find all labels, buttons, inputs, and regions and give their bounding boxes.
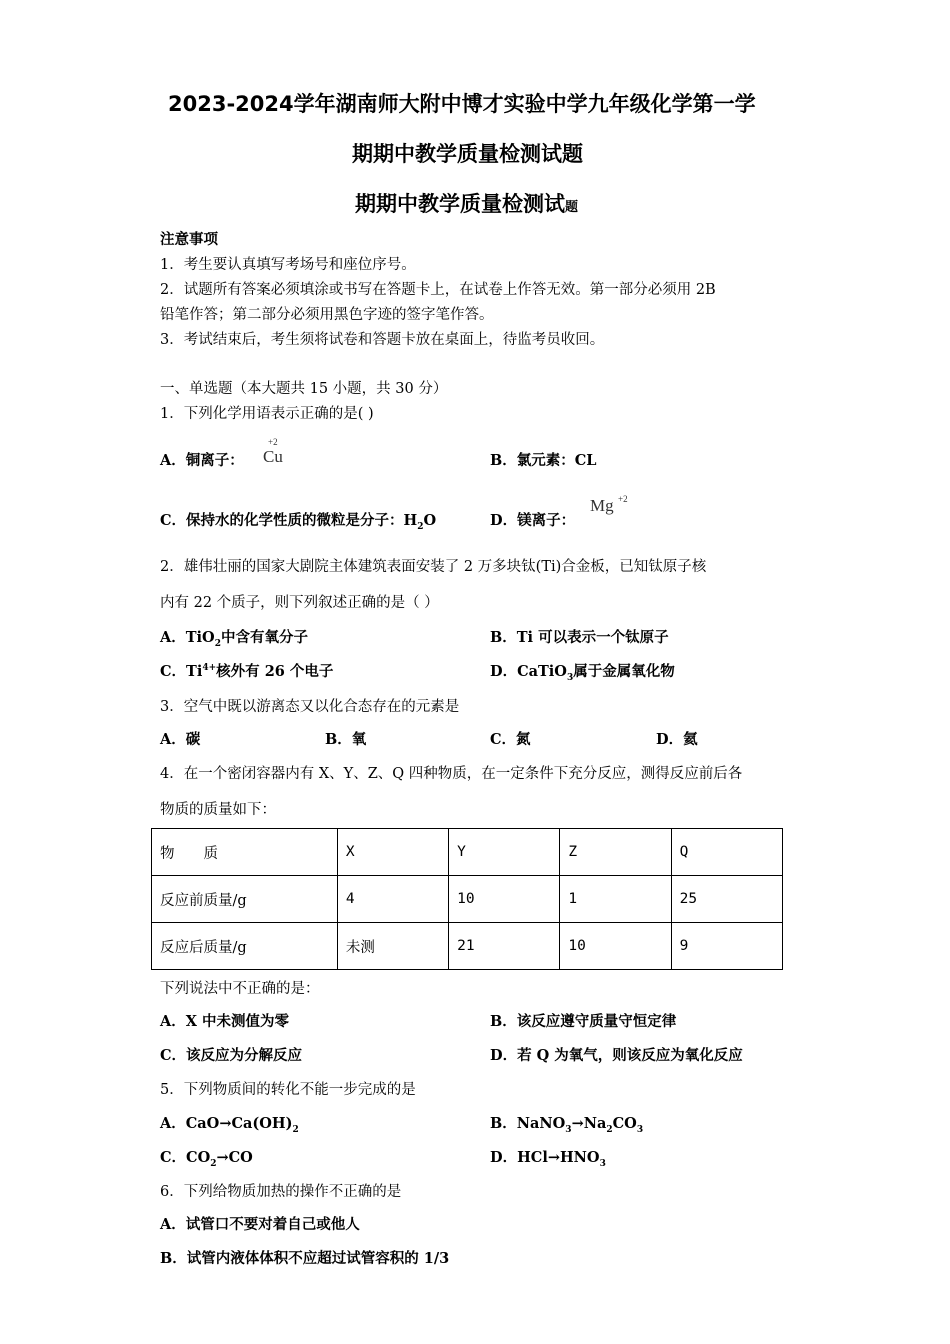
q1-option-a-formula: Cu	[263, 447, 283, 466]
table-row	[152, 923, 783, 970]
table-cell: 物 质	[152, 829, 338, 876]
q1-option-c-text: C．保持水的化学性质的微粒是分子：H	[160, 512, 418, 529]
table-cell: 10	[449, 876, 560, 923]
table-header-row	[152, 829, 783, 876]
q2-option-a-sub: 2	[214, 638, 221, 649]
notice-item-2b: 铅笔作答；第二部分必须用黑色字迹的签字笔作答。	[160, 307, 494, 323]
title-line-3	[355, 188, 578, 218]
q2-stem-2: 内有 22 个质子，则下列叙述正确的是（ ）	[160, 595, 439, 611]
q1-option-b: B．氯元素：CL	[490, 452, 597, 469]
table-cell: 4	[337, 876, 448, 923]
q1-option-d-label: D．镁离子：	[490, 512, 576, 529]
title-line-2: 期期中教学质量检测试题	[352, 142, 583, 166]
q4-stem-2: 物质的质量如下：	[160, 802, 276, 818]
q1-option-c	[160, 509, 436, 532]
q2-option-a	[160, 626, 308, 649]
table-row	[152, 876, 783, 923]
q5-option-b-mid: →Na	[571, 1115, 607, 1132]
q1-option-d-formula: Mg	[590, 496, 614, 515]
q4-option-c: C．该反应为分解反应	[160, 1047, 303, 1064]
q2-option-d-pre: D．CaTiO	[490, 663, 567, 680]
q5-option-b-sub2: 2	[606, 1124, 613, 1135]
q2-option-a-pre: A．TiO	[160, 629, 215, 646]
q5-option-b-sub1: 3	[565, 1124, 572, 1135]
q2-option-b: B．Ti 可以表示一个钛原子	[490, 629, 669, 646]
q1-option-c-end: O	[423, 512, 437, 529]
q1-option-a-label: A．铜离子：	[160, 452, 244, 469]
table-cell: Y	[449, 829, 560, 876]
q6-stem: 6．下列给物质加热的操作不正确的是	[160, 1184, 402, 1200]
table-cell: 1	[560, 876, 671, 923]
q2-option-d-post: 属于金属氧化物	[573, 663, 675, 680]
q3-option-b: B．氧	[325, 731, 367, 748]
q2-option-c	[160, 660, 333, 681]
q5-option-d	[490, 1146, 606, 1169]
q5-option-b-pre: B．NaNO	[490, 1115, 566, 1132]
table-cell: X	[337, 829, 448, 876]
q5-stem: 5．下列物质间的转化不能一步完成的是	[160, 1082, 416, 1098]
q3-option-d: D．氦	[656, 731, 698, 748]
q5-option-c-post: →CO	[216, 1149, 253, 1166]
q2-option-c-post: 核外有 26 个电子	[216, 663, 334, 680]
q5-option-c-sub: 2	[210, 1158, 217, 1169]
table-cell: 25	[671, 876, 782, 923]
q4-follow: 下列说法中不正确的是：	[160, 981, 320, 997]
q3-option-a: A．碳	[160, 731, 201, 748]
table-cell: 10	[560, 923, 671, 970]
q1-option-c-sub: 2	[417, 521, 424, 532]
q5-option-a	[160, 1112, 299, 1135]
q1-option-d-charge: +2	[618, 494, 628, 504]
q3-stem: 3．空气中既以游离态又以化合态存在的元素是	[160, 699, 460, 715]
q4-stem-1: 4．在一个密闭容器内有 X、Y、Z、Q 四种物质，在一定条件下充分反应，测得反应前后各	[160, 766, 743, 782]
q2-option-d	[490, 660, 675, 683]
q5-option-b-mid2: CO	[612, 1115, 637, 1132]
table-cell: Z	[560, 829, 671, 876]
q1-stem: 1．下列化学用语表示正确的是( )	[160, 406, 374, 422]
section-1-heading: 一、单选题（本大题共 15 小题，共 30 分）	[160, 381, 448, 397]
q5-option-d-sub: 3	[599, 1158, 606, 1169]
q5-option-c-pre: C．CO	[160, 1149, 211, 1166]
q6-option-a: A．试管口不要对着自己或他人	[160, 1216, 360, 1233]
q5-option-a-pre: A．CaO→Ca(OH)	[160, 1115, 293, 1132]
q2-stem-1: 2．雄伟壮丽的国家大剧院主体建筑表面安装了 2 万多块钛(Ti)合金板，已知钛原子核	[160, 559, 707, 575]
table-cell: 未测	[337, 923, 448, 970]
table-cell: 9	[671, 923, 782, 970]
q6-option-b: B．试管内液体体积不应超过试管容积的 1/3	[160, 1250, 450, 1267]
title-line-1: 2023-2024学年湖南师大附中博才实验中学九年级化学第一学	[168, 92, 756, 116]
q3-option-c: C．氮	[490, 731, 531, 748]
q4-mass-table	[151, 828, 783, 970]
q4-option-b: B．该反应遵守质量守恒定律	[490, 1013, 677, 1030]
table-cell: 反应后质量/g	[152, 923, 338, 970]
title-line-3-small: 题	[565, 200, 579, 215]
q1-option-a-charge: +2	[268, 437, 278, 447]
q4-option-a: A．X 中未测值为零	[160, 1013, 290, 1030]
q2-option-d-sub: 3	[566, 672, 574, 683]
q5-option-c	[160, 1146, 253, 1169]
q2-option-c-pre: C．Ti	[160, 663, 203, 680]
q2-option-a-post: 中含有氧分子	[220, 629, 308, 646]
q2-option-c-sup: 4+	[202, 663, 217, 674]
notice-item-1: 1．考生要认真填写考场号和座位序号。	[160, 257, 416, 273]
table-cell: 21	[449, 923, 560, 970]
title-line-3-main: 期期中教学质量检测试	[355, 192, 565, 216]
notice-item-2a: 2．试题所有答案必须填涂或书写在答题卡上，在试卷上作答无效。第一部分必须用 2B	[160, 282, 716, 298]
notice-heading: 注意事项	[160, 231, 218, 248]
q5-option-a-sub: 2	[292, 1124, 299, 1135]
notice-item-3: 3．考试结束后，考生须将试卷和答题卡放在桌面上，待监考员收回。	[160, 332, 605, 348]
q5-option-b	[490, 1112, 643, 1135]
table-cell: Q	[671, 829, 782, 876]
q5-option-d-pre: D．HCl→HNO	[490, 1149, 600, 1166]
q5-option-b-sub3: 3	[636, 1124, 644, 1135]
table-cell: 反应前质量/g	[152, 876, 338, 923]
q4-option-d: D．若 Q 为氧气，则该反应为氧化反应	[490, 1047, 743, 1064]
